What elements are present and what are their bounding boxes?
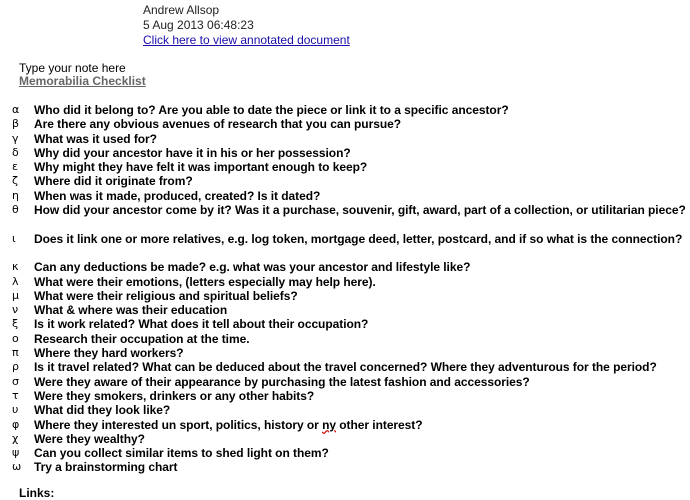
greek-bullet: μ	[12, 288, 19, 302]
question-text: Are there any obvious avenues of research that you can pursue?	[34, 117, 402, 132]
greek-bullet: υ	[12, 403, 19, 417]
question-text: What did they look like?	[34, 403, 171, 418]
list-item	[0, 418, 690, 432]
list-item	[0, 403, 690, 417]
question-text: Can any deductions be made? e.g. what was your ancestor and lifestyle like?	[34, 260, 471, 275]
question-text: Were they smokers, drinkers or any other habits?	[34, 388, 315, 403]
greek-bullet: χ	[12, 431, 19, 445]
list-item	[0, 317, 690, 331]
greek-bullet: α	[12, 103, 20, 116]
greek-bullet: ε	[12, 160, 18, 174]
question-text: How did your ancestor come by it? Was it a purchase, souvenir, gift, award, part of a collection, or utilitarian piece?	[34, 203, 686, 218]
list-item	[0, 146, 690, 160]
question-text: Where they hard workers?	[34, 346, 184, 361]
note-prompt[interactable]: Type your note here	[19, 61, 126, 75]
question-text-part: Where they interested un sport, politics, history or	[34, 417, 323, 432]
greek-bullet: δ	[12, 145, 19, 159]
list-item	[0, 303, 690, 317]
links-heading: Links:	[19, 486, 55, 500]
greek-bullet: ξ	[12, 317, 19, 331]
list-item	[0, 117, 690, 131]
list-item	[0, 103, 690, 117]
greek-bullet: π	[12, 346, 19, 360]
greek-bullet: η	[12, 188, 19, 202]
question-text: When was it made, produced, created? Is it dated?	[34, 188, 321, 203]
list-item	[0, 446, 690, 460]
misspelled-word: ny	[322, 417, 336, 432]
list-item	[0, 346, 690, 360]
list-item	[0, 160, 690, 174]
list-item	[0, 132, 690, 146]
list-item	[0, 189, 690, 203]
question-text: Why might they have felt it was important enough to keep?	[34, 160, 368, 175]
greek-bullet: θ	[12, 203, 19, 217]
annotated-document-link[interactable]: Click here to view annotated document	[143, 33, 350, 47]
question-text: Is it travel related? What can be deduced about the travel concerned? Where they adventurous for the period?	[34, 360, 657, 375]
greek-bullet: ν	[12, 303, 19, 317]
memorabilia-checklist	[0, 103, 690, 475]
question-text: Can you collect similar items to shed light on them?	[34, 446, 329, 461]
greek-bullet: ω	[12, 460, 22, 474]
question-text: Who did it belong to? Are you able to date the piece or link it to a specific ancestor?	[34, 103, 509, 117]
list-item	[0, 275, 690, 289]
checklist-title: Memorabilia Checklist	[19, 74, 146, 88]
list-item	[0, 174, 690, 188]
greek-bullet: ι	[12, 231, 16, 245]
list-item	[0, 360, 690, 374]
greek-bullet: ο	[12, 331, 19, 345]
question-text: Is it work related? What does it tell about their occupation?	[34, 317, 369, 332]
question-text: What were their emotions, (letters especially may help here).	[34, 274, 376, 289]
annotator-value: Andrew Allsop	[143, 3, 220, 17]
question-text: Where did it originate from?	[34, 174, 193, 189]
greek-bullet: σ	[12, 374, 19, 388]
date-time-value: 5 Aug 2013 06:48:23	[143, 18, 254, 32]
question-text: What was it used for?	[34, 131, 157, 146]
question-text: What were their religious and spiritual beliefs?	[34, 288, 298, 303]
greek-bullet: λ	[12, 274, 19, 288]
greek-bullet: ζ	[12, 174, 18, 188]
list-item	[0, 289, 690, 303]
greek-bullet: β	[12, 117, 20, 131]
question-text: What & where was their education	[34, 303, 228, 318]
question-text: Why did your ancestor have it in his or her possession?	[34, 145, 351, 160]
question-text: Were they aware of their appearance by purchasing the latest fashion and accessories?	[34, 374, 530, 389]
greek-bullet: γ	[12, 131, 19, 145]
list-item	[0, 260, 690, 274]
question-text: Does it link one or more relatives, e.g. log token, mortgage deed, letter, postcard, and if so what is the connection?	[34, 231, 683, 246]
list-item	[0, 375, 690, 389]
list-item	[0, 332, 690, 346]
greek-bullet: ψ	[12, 446, 20, 460]
list-item	[0, 460, 690, 474]
question-text-part: other interest?	[335, 417, 423, 432]
greek-bullet: τ	[12, 388, 19, 402]
greek-bullet: ρ	[12, 360, 19, 374]
greek-bullet: φ	[12, 417, 20, 431]
list-item	[0, 389, 690, 403]
question-text: Try a brainstorming chart	[34, 460, 178, 475]
question-text: Were they wealthy?	[34, 431, 145, 446]
greek-bullet: κ	[12, 260, 19, 274]
list-item	[0, 432, 690, 446]
question-text	[34, 418, 423, 432]
question-text: Research their occupation at the time.	[34, 331, 250, 346]
list-item	[0, 203, 690, 232]
list-item	[0, 232, 690, 261]
